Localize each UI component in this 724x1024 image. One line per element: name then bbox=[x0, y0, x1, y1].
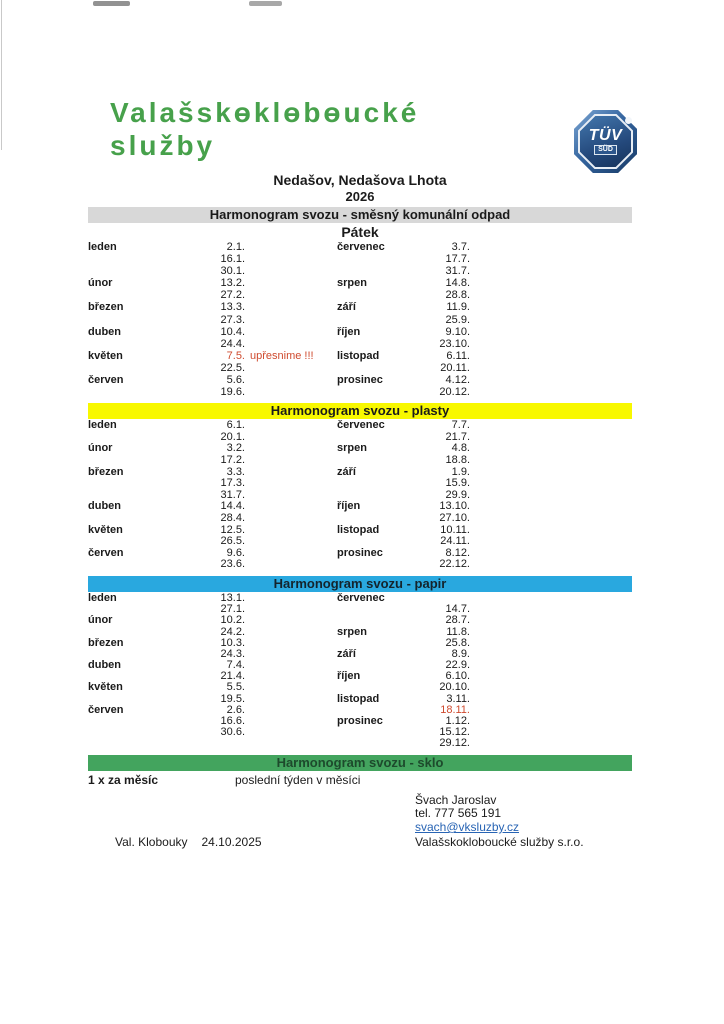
month-label bbox=[88, 513, 183, 525]
schedule-table-papir bbox=[88, 593, 632, 750]
column-spacer bbox=[245, 727, 337, 738]
column-spacer bbox=[245, 386, 337, 398]
schedule-table-plasty bbox=[88, 420, 632, 571]
column-spacer bbox=[245, 289, 337, 301]
date-value: 25.9. bbox=[445, 313, 470, 326]
company-logo bbox=[110, 96, 419, 162]
contact-block bbox=[415, 794, 632, 835]
date-value: 23.6. bbox=[220, 558, 245, 571]
date-value: 20.11. bbox=[440, 361, 470, 374]
schedule-row bbox=[88, 604, 632, 615]
date-value: 18.11. bbox=[440, 703, 470, 716]
column-spacer bbox=[245, 501, 337, 513]
column-spacer bbox=[245, 671, 337, 682]
column-spacer bbox=[245, 738, 337, 749]
month-label: listopad bbox=[337, 692, 380, 705]
schedule-row bbox=[88, 362, 632, 374]
month-label bbox=[88, 536, 183, 548]
month-label: duben bbox=[88, 500, 121, 513]
schedule-row bbox=[88, 727, 632, 738]
month-label bbox=[337, 362, 422, 374]
column-spacer bbox=[245, 253, 337, 265]
column-spacer bbox=[245, 716, 337, 727]
month-label: červen bbox=[88, 374, 124, 387]
schedule-row bbox=[88, 627, 632, 638]
month-label bbox=[337, 536, 422, 548]
column-spacer bbox=[245, 682, 337, 693]
date-value: 13.2. bbox=[220, 277, 245, 290]
column-spacer bbox=[245, 660, 337, 671]
date-value: 6.11. bbox=[446, 349, 470, 362]
month-label bbox=[337, 738, 422, 749]
column-spacer bbox=[245, 301, 337, 313]
date-value: 3.7. bbox=[451, 241, 470, 253]
date-value: 1.12. bbox=[445, 715, 470, 727]
column-spacer bbox=[245, 513, 337, 525]
date-value: 27.10. bbox=[439, 511, 470, 524]
date-value: 30.6. bbox=[220, 726, 245, 739]
date-value: 14.7. bbox=[445, 603, 470, 616]
date-value: 7.5. upřesnime !!! bbox=[226, 349, 314, 362]
schedule-row bbox=[88, 350, 632, 362]
glass-frequency-row bbox=[88, 773, 632, 788]
column-spacer bbox=[245, 326, 337, 338]
month-label: únor bbox=[88, 277, 113, 290]
issue-date: 24.10.2025 bbox=[201, 834, 262, 849]
schedule-row bbox=[88, 386, 632, 398]
month-label: duben bbox=[88, 325, 121, 338]
month-label: prosinec bbox=[337, 715, 383, 727]
date-value: 5.5. bbox=[226, 681, 245, 694]
schedule-row bbox=[88, 660, 632, 671]
month-label: srpen bbox=[337, 277, 367, 290]
month-label bbox=[88, 253, 183, 265]
schedule-row bbox=[88, 467, 632, 479]
date-value: 27.1. bbox=[220, 603, 245, 616]
month-label bbox=[337, 559, 422, 571]
schedule-row bbox=[88, 615, 632, 626]
month-label bbox=[88, 289, 183, 301]
date-value: 7.4. bbox=[226, 659, 245, 672]
date-value: 9.6. bbox=[226, 546, 245, 559]
schedule-row bbox=[88, 738, 632, 749]
collection-day-subtitle: Pátek bbox=[341, 224, 379, 240]
place: Val. Klobouky bbox=[115, 834, 188, 849]
date-value: 27.3. bbox=[220, 313, 245, 326]
month-label: únor bbox=[88, 442, 113, 455]
month-label bbox=[337, 265, 422, 277]
column-spacer bbox=[245, 265, 337, 277]
schedule-row bbox=[88, 548, 632, 560]
date-value: 31.7. bbox=[220, 488, 245, 501]
column-spacer bbox=[245, 649, 337, 660]
date-value: 8.9. bbox=[451, 647, 470, 660]
schedule-row bbox=[88, 682, 632, 693]
month-label: březen bbox=[88, 636, 124, 649]
month-label: prosinec bbox=[337, 374, 383, 387]
column-spacer bbox=[245, 241, 337, 253]
date-value: 20.1. bbox=[220, 430, 245, 443]
date-value: 25.8. bbox=[445, 636, 470, 649]
column-spacer bbox=[245, 420, 337, 432]
column-spacer bbox=[245, 525, 337, 537]
date-value: 13.3. bbox=[220, 301, 245, 314]
schedule-row bbox=[88, 536, 632, 548]
month-label: březen bbox=[88, 465, 124, 478]
date-value: 5.6. bbox=[226, 374, 245, 387]
date-value: 22.9. bbox=[445, 659, 470, 672]
schedule-year: 2026 bbox=[345, 189, 375, 204]
schedule-row bbox=[88, 301, 632, 313]
date-value: 9.10. bbox=[445, 325, 470, 338]
month-label bbox=[88, 314, 183, 326]
scan-artifact-mark bbox=[93, 1, 130, 6]
date-value: 31.7. bbox=[445, 265, 470, 278]
month-label bbox=[337, 314, 422, 326]
date-value: 10.11. bbox=[440, 523, 470, 536]
date-value: 3.11. bbox=[446, 692, 470, 705]
company-name: Valašskokloboucké služby s.r.o. bbox=[415, 834, 584, 849]
month-label: únor bbox=[88, 614, 113, 627]
column-spacer bbox=[245, 490, 337, 502]
schedule-row bbox=[88, 443, 632, 455]
month-label: říjen bbox=[337, 670, 361, 683]
month-label: červenec bbox=[337, 591, 385, 604]
column-spacer bbox=[245, 443, 337, 455]
month-label: květen bbox=[88, 523, 123, 536]
month-label: září bbox=[337, 301, 356, 314]
date-value: 17.7. bbox=[445, 253, 470, 266]
month-label bbox=[88, 716, 183, 727]
date-value: 6.1. bbox=[226, 419, 245, 432]
document-content bbox=[88, 172, 632, 849]
contact-name: Švach Jaroslav bbox=[415, 792, 497, 807]
schedule-row bbox=[88, 716, 632, 727]
month-label bbox=[88, 478, 183, 490]
date-value: 29.9. bbox=[445, 488, 470, 501]
month-label bbox=[88, 727, 183, 738]
month-label bbox=[337, 727, 422, 738]
date-value: 27.2. bbox=[220, 289, 245, 302]
column-spacer bbox=[245, 362, 337, 374]
schedule-row bbox=[88, 420, 632, 432]
schedule-row bbox=[88, 671, 632, 682]
glass-frequency: 1 x za měsíc bbox=[88, 772, 159, 787]
month-label: duben bbox=[88, 659, 121, 672]
month-label bbox=[88, 738, 183, 749]
date-value: 28.7. bbox=[445, 614, 470, 627]
month-label: září bbox=[337, 465, 356, 478]
column-spacer bbox=[245, 314, 337, 326]
scan-artifact-mark bbox=[249, 1, 282, 6]
month-label: květen bbox=[88, 681, 123, 694]
footer-row bbox=[88, 835, 632, 849]
schedule-row bbox=[88, 265, 632, 277]
place-and-date bbox=[115, 835, 262, 849]
schedule-row bbox=[88, 326, 632, 338]
date-value: 1.9. bbox=[451, 465, 470, 478]
schedule-row bbox=[88, 455, 632, 467]
month-label: říjen bbox=[337, 325, 361, 338]
date-value: 28.8. bbox=[445, 289, 470, 302]
date-value: 8.12. bbox=[445, 546, 470, 559]
column-spacer bbox=[245, 467, 337, 479]
column-spacer bbox=[245, 559, 337, 571]
month-label: červen bbox=[88, 703, 124, 716]
date-value: 15.9. bbox=[445, 477, 470, 490]
date-value: 21.7. bbox=[445, 430, 470, 443]
schedule-row bbox=[88, 694, 632, 705]
month-label bbox=[88, 362, 183, 374]
month-label bbox=[337, 478, 422, 490]
month-label bbox=[88, 338, 183, 350]
month-label: listopad bbox=[337, 523, 380, 536]
month-label: březen bbox=[88, 301, 124, 314]
date-value: 24.4. bbox=[220, 337, 245, 350]
schedule-row bbox=[88, 241, 632, 253]
column-spacer bbox=[245, 277, 337, 289]
month-label: srpen bbox=[337, 442, 367, 455]
schedule-row bbox=[88, 649, 632, 660]
date-value: 13.10. bbox=[439, 500, 470, 513]
contact-phone: tel. 777 565 191 bbox=[415, 806, 502, 821]
date-value: 3.3. bbox=[226, 465, 245, 478]
company-logo-line2: služby bbox=[110, 130, 216, 161]
month-label: leden bbox=[88, 241, 117, 253]
schedule-row bbox=[88, 314, 632, 326]
registered-dot bbox=[625, 117, 632, 124]
section-banner-smesny: Harmonogram svozu - směsný komunální odpad bbox=[88, 207, 632, 223]
tuv-sud-certification-icon bbox=[574, 110, 637, 173]
schedule-row bbox=[88, 638, 632, 649]
column-spacer bbox=[245, 455, 337, 467]
date-value: 7.7. bbox=[451, 419, 470, 432]
month-label bbox=[337, 604, 422, 615]
month-label: září bbox=[337, 647, 356, 660]
month-label: říjen bbox=[337, 500, 361, 513]
column-spacer bbox=[245, 548, 337, 560]
date-value: 10.3. bbox=[220, 636, 245, 649]
date-value: 10.4. bbox=[220, 325, 245, 338]
date-value: 17.3. bbox=[220, 477, 245, 490]
month-label bbox=[88, 559, 183, 571]
schedule-row bbox=[88, 374, 632, 386]
column-spacer bbox=[245, 638, 337, 649]
month-label: leden bbox=[88, 419, 117, 432]
schedule-table-smesny bbox=[88, 241, 632, 398]
column-spacer bbox=[245, 604, 337, 615]
month-label: červenec bbox=[337, 241, 385, 253]
municipality-title: Nedašov, Nedašova Lhota bbox=[273, 172, 447, 188]
contact-email-link[interactable]: svach@vksluzby.cz bbox=[415, 820, 519, 835]
date-value: 20.12. bbox=[439, 386, 470, 399]
section-banner-sklo: Harmonogram svozu - sklo bbox=[88, 755, 632, 771]
date-value: 4.8. bbox=[451, 442, 470, 455]
month-label: srpen bbox=[337, 625, 367, 638]
column-spacer bbox=[245, 615, 337, 626]
date-value: 10.2. bbox=[220, 614, 245, 627]
month-label bbox=[337, 455, 422, 467]
column-spacer bbox=[245, 338, 337, 350]
month-label: leden bbox=[88, 591, 117, 604]
schedule-row bbox=[88, 478, 632, 490]
date-value: 2.6. bbox=[226, 703, 245, 716]
month-label bbox=[337, 682, 422, 693]
company-logo-line1: Valašskɵklɵbɵucké bbox=[110, 97, 420, 128]
date-value: 14.8. bbox=[445, 277, 470, 290]
schedule-row bbox=[88, 277, 632, 289]
schedule-row bbox=[88, 289, 632, 301]
date-value: 21.4. bbox=[220, 670, 245, 683]
date-annotation: upřesnime !!! bbox=[250, 349, 314, 362]
date-value: 15.12. bbox=[439, 726, 470, 739]
schedule-row bbox=[88, 490, 632, 502]
date-value: 6.10. bbox=[445, 670, 470, 683]
date-value: 29.12. bbox=[439, 737, 470, 750]
column-spacer bbox=[245, 374, 337, 386]
date-value: 11.8. bbox=[446, 625, 470, 638]
month-label: červen bbox=[88, 546, 124, 559]
date-value: 4.12. bbox=[445, 374, 470, 387]
month-label: červenec bbox=[337, 419, 385, 432]
date-value: 2.1. bbox=[226, 241, 245, 253]
date-value: 24.2. bbox=[220, 625, 245, 638]
date-value: 18.8. bbox=[445, 454, 470, 466]
column-spacer bbox=[245, 593, 337, 604]
date-value: 16.6. bbox=[220, 715, 245, 727]
month-label bbox=[337, 338, 422, 350]
month-label bbox=[337, 289, 422, 301]
schedule-row bbox=[88, 525, 632, 537]
date-value: 13.1. bbox=[220, 591, 245, 604]
section-banner-papir: Harmonogram svozu - papir bbox=[88, 576, 632, 592]
column-spacer bbox=[245, 705, 337, 716]
date-value: 12.5. bbox=[220, 523, 245, 536]
schedule-row bbox=[88, 501, 632, 513]
date-value: 23.10. bbox=[439, 337, 470, 350]
glass-frequency-description: poslední týden v měsíci bbox=[235, 772, 361, 787]
date-value: 24.3. bbox=[220, 647, 245, 660]
date-value: 28.4. bbox=[220, 511, 245, 524]
schedule-row bbox=[88, 338, 632, 350]
month-label bbox=[337, 615, 422, 626]
month-label bbox=[337, 513, 422, 525]
schedule-row bbox=[88, 593, 632, 604]
schedule-row bbox=[88, 559, 632, 571]
date-value: 17.2. bbox=[220, 454, 245, 466]
date-value: 19.5. bbox=[220, 692, 245, 705]
month-label bbox=[88, 265, 183, 277]
date-value: 14.4. bbox=[220, 500, 245, 513]
section-banner-plasty: Harmonogram svozu - plasty bbox=[88, 403, 632, 419]
date-value: 20.10. bbox=[439, 681, 470, 694]
month-label bbox=[337, 253, 422, 265]
date-value: 16.1. bbox=[220, 253, 245, 266]
column-spacer bbox=[245, 694, 337, 705]
date-value: 26.5. bbox=[220, 535, 245, 548]
month-label bbox=[337, 386, 422, 398]
date-value: 22.5. bbox=[220, 361, 245, 374]
schedule-row bbox=[88, 253, 632, 265]
month-label: prosinec bbox=[337, 546, 383, 559]
date-value: 3.2. bbox=[226, 442, 245, 455]
tuv-text: TÜV bbox=[588, 127, 623, 144]
scan-edge-line bbox=[1, 0, 2, 150]
date-value: 30.1. bbox=[220, 265, 245, 278]
date-value: 22.12. bbox=[439, 558, 470, 571]
month-label bbox=[88, 386, 183, 398]
month-label bbox=[88, 455, 183, 467]
column-spacer bbox=[245, 536, 337, 548]
month-label: listopad bbox=[337, 349, 380, 362]
column-spacer bbox=[245, 627, 337, 638]
date-value bbox=[183, 738, 245, 749]
schedule-sections bbox=[88, 207, 632, 771]
month-label: květen bbox=[88, 349, 123, 362]
date-value: 19.6. bbox=[220, 386, 245, 399]
date-value: 24.11. bbox=[440, 535, 470, 548]
schedule-row bbox=[88, 513, 632, 525]
date-value: 11.9. bbox=[446, 301, 470, 314]
sud-text: SÜD bbox=[594, 145, 617, 155]
column-spacer bbox=[245, 478, 337, 490]
column-spacer bbox=[245, 432, 337, 444]
